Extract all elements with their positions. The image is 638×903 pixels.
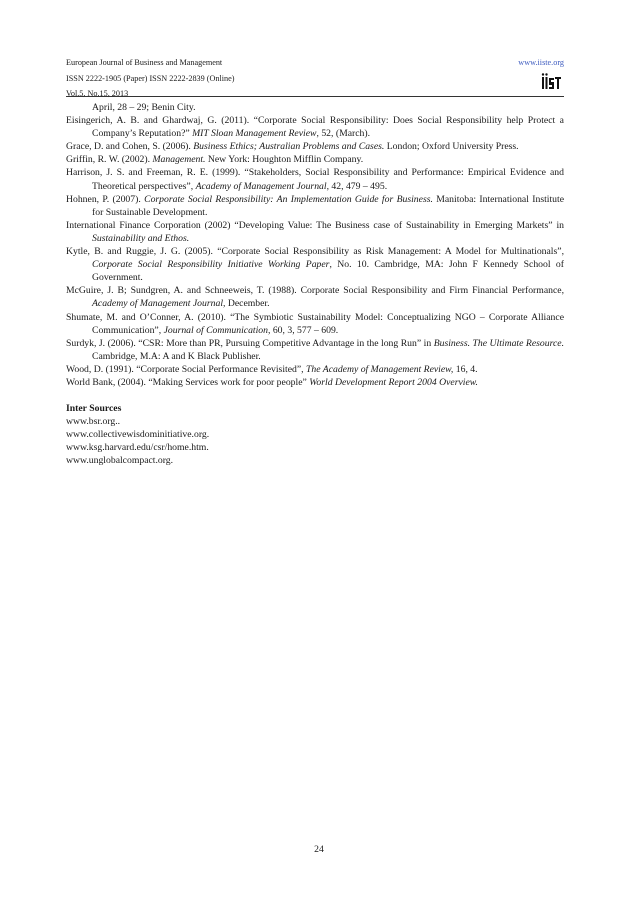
reference-text: New York: Houghton Mifflin Company. [205, 154, 364, 166]
reference-title-italic: Management. [152, 154, 206, 166]
reference-entry [66, 140, 564, 153]
reference-title-italic: The Academy of Management Review, [306, 363, 454, 375]
source-link[interactable]: www.bsr.org.. [66, 416, 121, 428]
reference-text: Wood, D. (1991). “Corporate Social Performance Revisited”, [66, 363, 306, 375]
reference-title-italic: Academy of Management Journal, [195, 180, 329, 192]
reference-title-italic: Journal of Communication, [163, 324, 271, 336]
reference-entry [66, 311, 564, 337]
reference-text: Surdyk, J. (2006). “CSR: More than PR, Pursuing Competitive Advantage in the long Run” in [66, 337, 434, 349]
journal-website-link[interactable]: www.iiste.org [518, 58, 564, 67]
reference-text: International Finance Corporation (2002) “Developing Value: The Business case of Sustainability in Emerging Markets” in [66, 219, 564, 231]
reference-title-italic: Business. The Ultimate Resource. [433, 337, 565, 349]
reference-text: Harrison, J. S. and Freeman, R. E. (1999). “Stakeholders, Social Responsibility and Performance: Empirical Evidence and Theoretical perspectives”, [66, 167, 564, 192]
reference-entry [66, 219, 564, 245]
reference-title-italic: Sustainability and Ethos. [92, 232, 190, 244]
page-header [66, 55, 564, 102]
reference-title-italic: Corporate Social Responsibility: An Implementation Guide for Business. [144, 193, 433, 205]
reference-text: April, 28 – 29; Benin City. [92, 102, 196, 113]
reference-entry [66, 193, 564, 219]
reference-text: World Bank, (2004). “Making Services work for poor people” [66, 376, 310, 388]
source-link[interactable]: www.unglobalcompact.org. [66, 455, 174, 467]
header-divider [66, 96, 564, 97]
reference-text: Manitoba: International Institute for Sustainable Development. [92, 193, 564, 218]
reference-entry [66, 166, 564, 192]
reference-text: 42, 479 – 495. [329, 180, 388, 192]
reference-entry [66, 284, 564, 310]
reference-text: Cambridge, M.A: A and K Black Publisher. [92, 350, 261, 362]
reference-entry [66, 363, 564, 376]
source-link[interactable]: www.collectivewisdominitiative.org. [66, 429, 210, 441]
reference-text: Shumate, M. and O’Conner, A. (2010). “The Symbiotic Sustainability Model: Conceptualizing NGO – Corporate Alliance Communication”, [66, 311, 564, 336]
reference-entry [66, 114, 564, 140]
reference-title-italic: World Development Report 2004 Overview. [309, 376, 478, 388]
reference-text: Eisingerich, A. B. and Ghardwaj, G. (2011). “Corporate Social Responsibility: Does Social Responsibility help Protect a Company’s Reputation?” [66, 115, 564, 140]
reference-title-italic: Corporate Social Responsibility Initiative Working Paper [92, 259, 330, 271]
reference-entry [66, 153, 564, 166]
iiste-logo [541, 72, 562, 90]
reference-text: McGuire, J. B; Sundgren, A. and Schneeweis, T. (1988). Corporate Social Responsibility and Firm Financial Performance, [66, 285, 564, 297]
reference-text: Kytle, B. and Ruggie, J. G. (2005). “Corporate Social Responsibility as Risk Management: A Model for Multinationals”, [66, 246, 564, 258]
issn-line: ISSN 2222-1905 (Paper) ISSN 2222-2839 (Online) [66, 73, 235, 83]
reference-text: Griffin, R. W. (2002). [66, 154, 153, 166]
inter-sources-heading: Inter Sources [66, 403, 122, 414]
reference-text: , 52, (March). [316, 128, 371, 140]
reference-list [66, 101, 564, 389]
reference-text: London; Oxford University Press. [384, 141, 519, 153]
reference-text: December. [225, 298, 270, 310]
reference-entry [66, 101, 564, 114]
journal-title: European Journal of Business and Management [66, 58, 223, 67]
reference-entry [66, 245, 564, 284]
reference-title-italic: MIT Sloan Management Review [192, 128, 317, 140]
reference-text: , No. 10. Cambridge, MA: John F Kennedy School of Government. [92, 259, 564, 284]
source-link[interactable]: www.ksg.harvard.edu/csr/home.htm. [66, 442, 209, 454]
reference-text: Grace, D. and Cohen, S. (2006). [66, 141, 194, 153]
reference-title-italic: Academy of Management Journal, [92, 298, 226, 310]
reference-text: 16, 4. [453, 363, 478, 375]
inter-sources-section [66, 402, 564, 467]
reference-entry [66, 337, 564, 363]
reference-entry [66, 376, 564, 389]
reference-text: 60, 3, 577 – 609. [270, 324, 339, 336]
volume-line: Vol.5, No.15, 2013 [66, 89, 129, 98]
reference-title-italic: Business Ethics; Australian Problems and Cases. [193, 141, 385, 153]
page-number: 24 [314, 844, 324, 855]
reference-text: Hohnen, P. (2007). [66, 193, 145, 205]
